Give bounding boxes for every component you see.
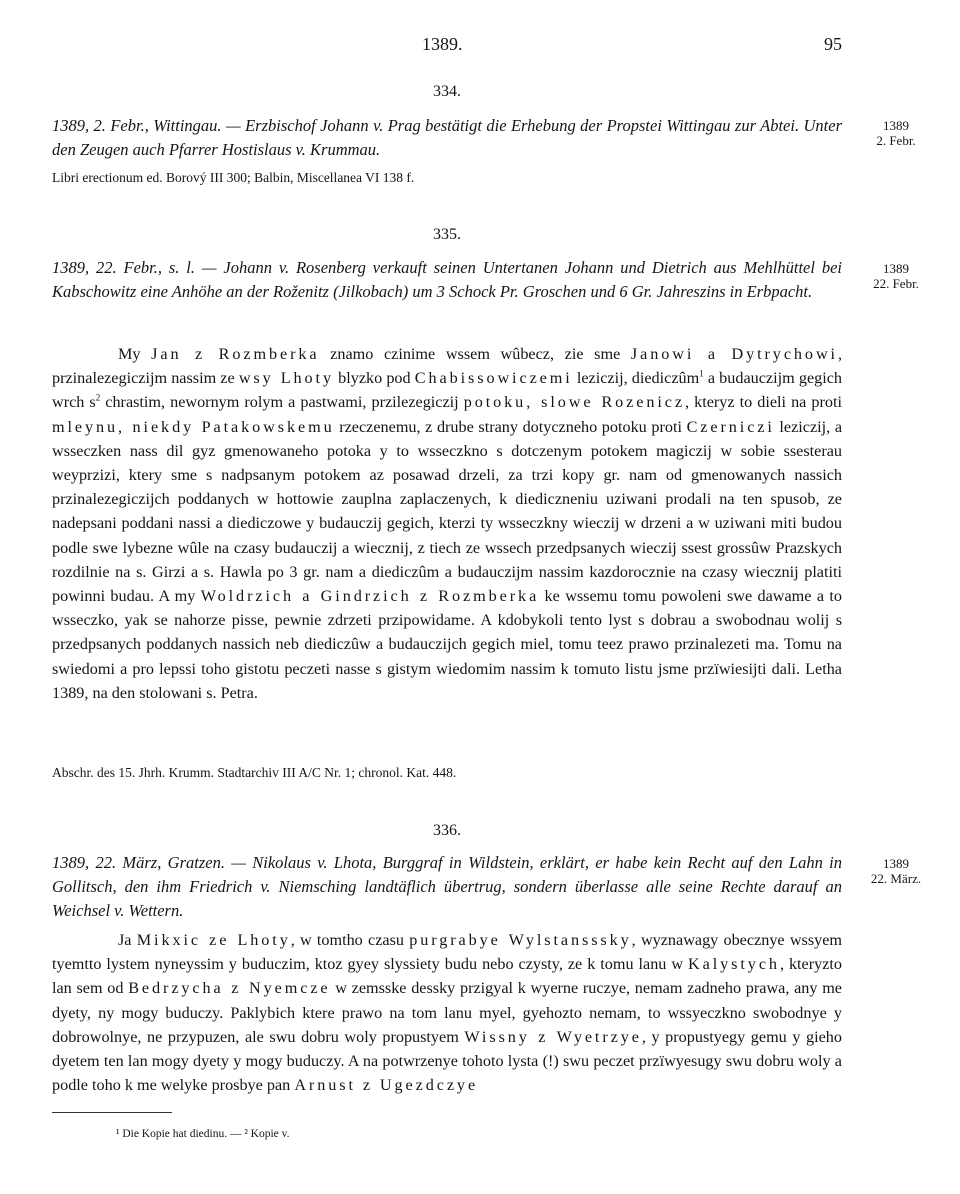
spaced-name: Jan z Rozmberka [151,345,320,363]
text-run: , kteryz to dieli na proti [685,393,842,412]
text-run: znamo czinime wssem wûbecz, zie sme [319,345,631,363]
margin-date [856,261,936,291]
spaced-name: Arnust z Ugezdczye [294,1076,479,1095]
spaced-name: purgrabye Wylstansssky [409,931,632,949]
spaced-name: Janowi a Dytrychowi [630,345,838,363]
text-run: w zemsske dessky przigyal k wyerne ruczye, nemam zadneho prawa, any me dyety, ny mogy buduczy. Paklybich ktere prawo na tom lanu myel, gyehozto nemam, to wssyeczkno swobodnye y dobrowolnye, ne przypuzen, ale swu dobru woly propustyem [52,979,842,1046]
text-run: leziczij, diediczûm [572,369,700,388]
spaced-name: Chabissowiczemi [414,369,573,388]
document-heading: 1389, 22. März, Gratzen. — Nikolaus v. Lhota, Burggraf in Wildstein, erklärt, er habe kein Recht auf den Lahn in Gollitsch, den ihm Friedrich v. Niemsching landtäflich übertrug, sondern überlasse alle seine Rechte darauf an Weichsel v. Wettern. [52,853,842,920]
margin-date-year: 1389 [883,118,909,133]
charter-paragraph [52,342,842,705]
spaced-name: Bedrzycha z Nyemcze [128,979,331,998]
text-run: blyzko pod [333,369,415,388]
spaced-name: Kalystych [688,955,780,974]
source-note: Abschr. des 15. Jhrh. Krumm. Stadtarchiv III A/C Nr. 1; chronol. Kat. 448. [52,765,457,780]
charter-text [52,342,842,705]
spaced-name: wsy Lhoty [238,369,334,388]
spaced-name: Czerniczi [686,417,775,436]
text-run: , przinalezegiczijm nassim ze [52,345,843,388]
text-run: leziczij, a wsseczken nass dil gyz gmenowaneho potoka y to wsseczkno s dotczenym potokem magiczij w sobie ssesterau weyprzizi, ktery sme s nadpsanym potokem az posawad drzeli, za trzi kopy gr. nam od gmenowanych nassich przinalezegiczijch poddanych w hottowie zauplna zaplaczenych, k diediczneniu uziwani prodali na ten spusob, ze nadepsani poddani nassi a diediczowe y budauczij gegich, kterzi ty wsseczkny wieczij w drzeni a w uziwani miti budou podle swe lybezne wûle na czasy budauczij a wiecznij, z tiech ze wssech przedpsanych wieczij ssest grossûw Prazskych rozdilnie na s. Girzi a s. Hawla po 3 gr. nam a diediczûm a budauczijm nassim kazdorocznie na czasy wiecznij platiti powinni budau. A my [52,417,842,606]
footnote-marker: 2 [95,393,101,404]
footnote-rule [52,1112,172,1113]
document-number: 336. [433,822,461,839]
spaced-name: Mikxic ze Lhoty [136,931,291,949]
margin-date-day: 22. Febr. [873,276,919,291]
text-run: rzeczenemu, z drube strany dotyczneho potoku proti [334,417,687,436]
document-number: 334. [433,83,461,100]
margin-date-year: 1389 [883,856,909,871]
running-head [52,34,842,60]
margin-date [856,118,936,148]
charter-text [52,928,842,1097]
text-run: a budauczijm gegich wrch s [52,369,842,412]
spaced-name: mleynu, niekdy Patakowskemu [52,417,335,436]
spaced-name: Wissny z Wyetrzye [464,1027,642,1046]
text-run: , y propustyegy gemu y gieho dyetem ten lan mogy dyety y mogy buduczy. A na potwrzenye tohoto lysta (!) swu peczet przïwyesugy swu dobru woly a podle toho k me welyke prosbye pan [52,1027,842,1095]
document-number: 335. [433,226,461,243]
text-run: , kteryzto lan sem od [52,955,842,998]
margin-date-year: 1389 [883,261,909,276]
text-run: My [118,345,152,363]
text-run: , w tomtho czasu [290,931,410,949]
margin-date-day: 2. Febr. [876,133,916,148]
charter-paragraph [52,928,842,1097]
source-note: Libri erectionum ed. Borový III 300; Balbin, Miscellanea VI 138 f. [52,170,415,185]
footnotes: ¹ Die Kopie hat diedinu. — ² Kopie v. [116,1128,290,1140]
running-head-year: 1389. [422,34,463,54]
text-run: Ja [118,931,137,949]
document-heading: 1389, 22. Febr., s. l. — Johann v. Rosenberg verkauft seinen Untertanen Johann und Dietrich aus Mehlhüttel bei Kabschowitz eine Anhöhe an der Roženitz (Jilkobach) um 3 Schock Pr. Groschen und 6 Gr. Jahreszins in Erbpacht. [52,258,842,301]
document-heading: 1389, 2. Febr., Wittingau. — Erzbischof Johann v. Prag bestätigt die Erhebung der Propstei Wittingau zur Abtei. Unter den Zeugen auch Pfarrer Hostislaus v. Krummau. [52,116,842,159]
margin-date [856,856,936,886]
footnote-marker: 1 [699,368,704,379]
page-number: 95 [824,34,842,54]
text-run: ke wssemu tomu powoleni swe dawame a to wsseczko, yak se nahorze pisse, pewnie zdrzeti przipowidame. A kdobykoli tento lyst s dobrau a swobodnau wolij s przedpsanych poddanych nassich neb diediczûw a budauczijch gegich miel, tomu teez prawo przinalezeti ma. Tomu na swiedomi a pro lepssi toho gistotu peczeti nasse s gistym wiedomim nassim k tomuto listu jsme przïwiesijti dali. Letha 1389, na den stolowani s. Petra. [52,587,842,702]
spaced-name: Woldrzich a Gindrzich z Rozmberka [200,587,540,606]
text-run: , wyznawagy obecznye wssyem tyemtto lystem nyneyssim y buduczim, ktoz gyey slyssiety budu nebo czysty, ze k tomu lanu w [52,931,842,974]
spaced-name: potoku, slowe Rozenicz [463,393,685,412]
text-run: chrastim, newornym rolym a pastwami, przilezegiczij [100,393,464,412]
margin-date-day: 22. März. [870,871,922,886]
